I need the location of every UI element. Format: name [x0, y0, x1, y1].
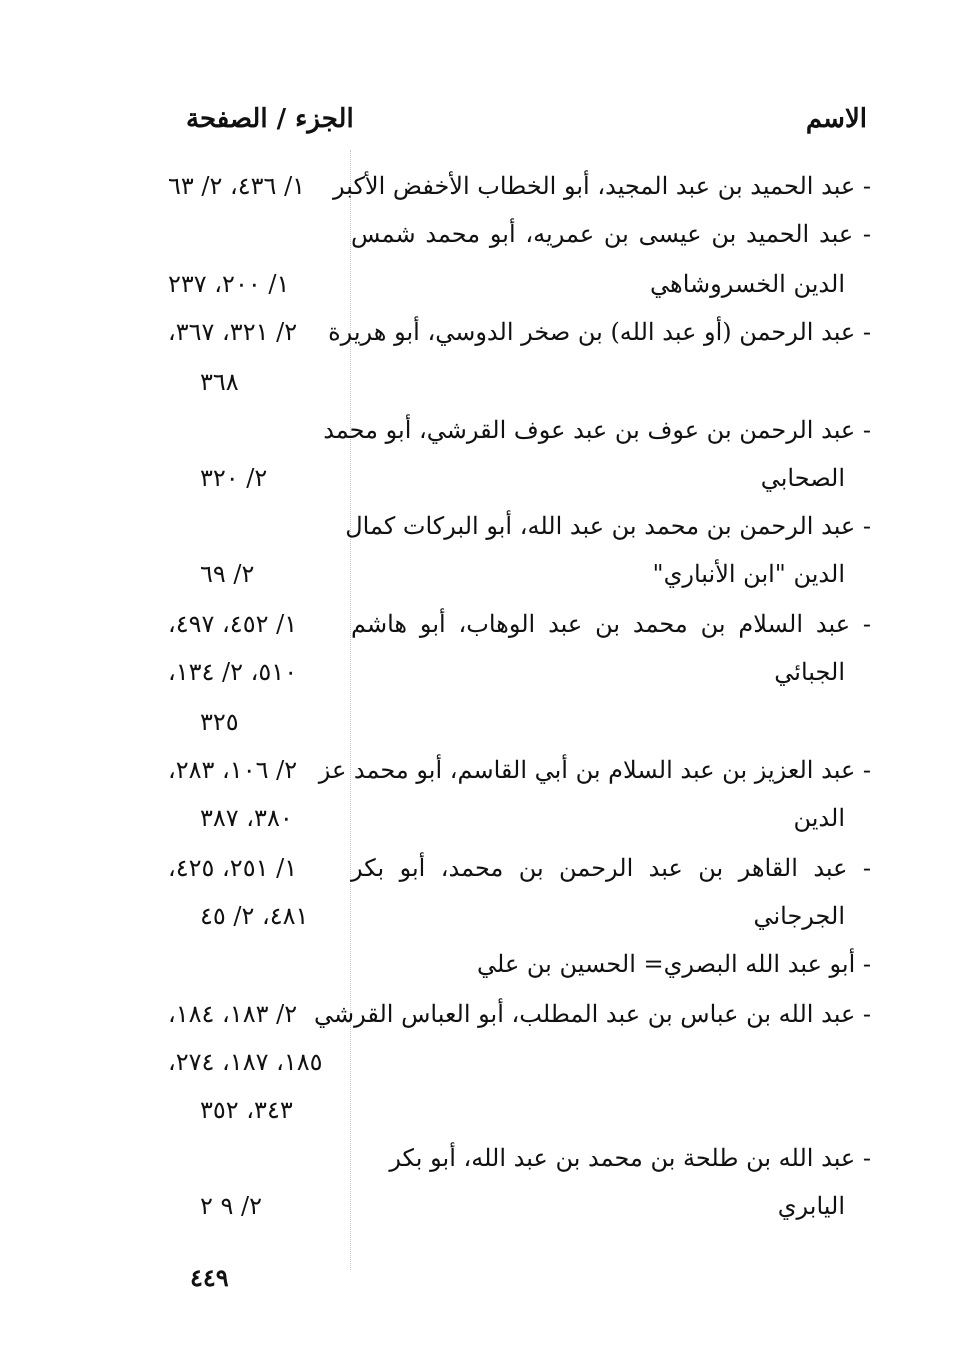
- entry-name-continuation: الجرجاني: [753, 902, 845, 930]
- column-header-name: الاسم: [805, 104, 867, 134]
- entry-page-refs: ٥١٠، ٢/ ١٣٤،: [168, 658, 298, 686]
- entry-name-line: - عبد الحميد بن عيسى بن عمريه، أبو محمد شمس: [351, 220, 871, 248]
- entry-name-line: - عبد الله بن عباس بن عبد المطلب، أبو العباس القرشي: [313, 1000, 871, 1028]
- entry-page-refs: ٢/ ١٠٦، ٢٨٣،: [168, 756, 298, 784]
- entry-name-line: - أبو عبد الله البصري= الحسين بن علي: [477, 950, 871, 978]
- entry-name-continuation: الجبائي: [774, 658, 845, 686]
- entry-page-refs: ٣٤٣، ٣٥٢: [200, 1096, 293, 1124]
- entry-name-continuation: الصحابي: [760, 464, 845, 492]
- entry-page-refs: ٢/ ٣٢١، ٣٦٧،: [168, 318, 298, 346]
- entry-page-refs: ٢/ ٩ ٢: [200, 1192, 263, 1220]
- entry-name-continuation: اليابري: [777, 1192, 845, 1220]
- entry-name-line: - عبد القاهر بن عبد الرحمن بن محمد، أبو بكر: [351, 854, 871, 882]
- entry-name-line: - عبد السلام بن محمد بن عبد الوهاب، أبو هاشم: [351, 610, 871, 638]
- entry-page-refs: ٤٨١، ٢/ ٤٥: [200, 902, 309, 930]
- entry-page-refs: ٣٦٨: [200, 368, 239, 396]
- entry-name-line: - عبد العزيز بن عبد السلام بن أبي القاسم، أبو محمد عز: [318, 756, 871, 784]
- entry-page-refs: ٣٢٥: [200, 708, 239, 736]
- entry-name-line: - عبد الرحمن (أو عبد الله) بن صخر الدوسي، أبو هريرة: [328, 318, 871, 346]
- entry-page-refs: ١/ ٤٥٢، ٤٩٧،: [168, 610, 298, 638]
- entry-name-continuation: الدين: [793, 804, 845, 832]
- entry-name-line: - عبد الرحمن بن عوف بن عبد عوف القرشي، أبو محمد: [323, 416, 871, 444]
- entry-page-refs: ١٨٥، ١٨٧، ٢٧٤،: [168, 1048, 323, 1076]
- entry-page-refs: ٢/ ١٨٣، ١٨٤،: [168, 1000, 298, 1028]
- entry-name-continuation: الدين "ابن الأنباري": [652, 560, 845, 588]
- entry-name-continuation: الدين الخسروشاهي: [650, 270, 845, 298]
- entry-page-refs: ١/ ٢٠٠، ٢٣٧: [168, 270, 290, 298]
- entry-page-refs: ١/ ٢٥١، ٤٢٥،: [168, 854, 298, 882]
- page-number: ٤٤٩: [190, 1263, 229, 1292]
- entry-page-refs: ٣٨٠، ٣٨٧: [200, 804, 293, 832]
- entry-name-line: - عبد الله بن طلحة بن محمد بن عبد الله، أبو بكر: [389, 1144, 871, 1172]
- entry-page-refs: ١/ ٤٣٦، ٢/ ٦٣: [168, 172, 306, 200]
- entry-page-refs: ٢/ ٣٢٠: [200, 464, 268, 492]
- entry-name-line: - عبد الرحمن بن محمد بن عبد الله، أبو البركات كمال: [345, 512, 871, 540]
- entry-name-line: - عبد الحميد بن عبد المجيد، أبو الخطاب الأخفض الأكبر: [333, 172, 871, 200]
- column-header-pages: الجزء / الصفحة: [186, 104, 354, 134]
- entry-page-refs: ٢/ ٦٩: [200, 560, 255, 588]
